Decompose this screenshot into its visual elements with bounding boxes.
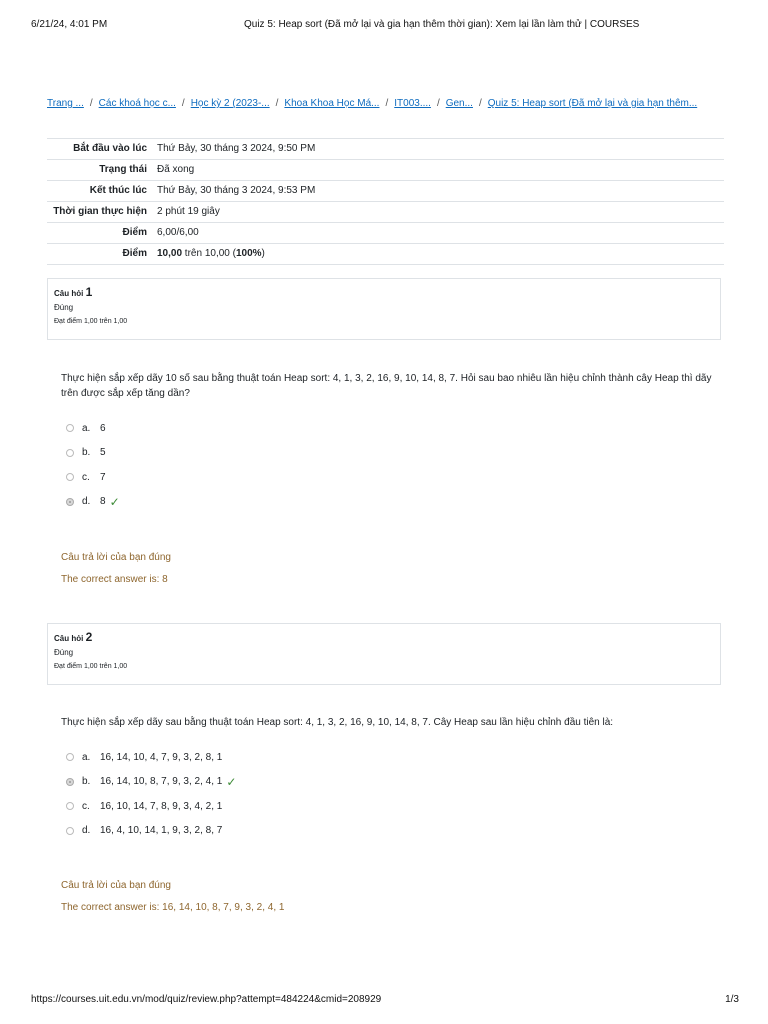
breadcrumb-link-semester[interactable]: Học kỳ 2 (2023-... (190, 98, 270, 109)
answer-text: 8 (100, 496, 106, 508)
answer-letter: b. (82, 776, 91, 788)
answer-text: 16, 14, 10, 4, 7, 9, 3, 2, 8, 1 (100, 751, 223, 763)
answer-option[interactable] (66, 441, 120, 466)
answer-option[interactable] (66, 819, 236, 844)
attempt-summary-table (47, 138, 724, 265)
answer-letter: d. (82, 825, 91, 837)
summary-row-started (47, 139, 724, 160)
breadcrumb-link-courses[interactable]: Các khoá học c... (98, 98, 176, 109)
answer-letter: b. (82, 447, 91, 459)
answer-letter: c. (82, 800, 90, 812)
summary-value: Đã xong (157, 164, 195, 175)
answer-option-selected[interactable] (66, 490, 120, 515)
correct-answer-text: The correct answer is: 8 (61, 574, 168, 585)
summary-row-state (47, 160, 724, 181)
summary-row-time (47, 202, 724, 223)
answer-option[interactable] (66, 465, 120, 490)
summary-label: Trạng thái (99, 164, 147, 175)
question-text-1: Thực hiện sắp xếp dãy 10 số sau bằng thuật toán Heap sort: 4, 1, 3, 2, 16, 9, 10, 14, 8, 7. Hỏi sau bao nhiêu lần hiệu chỉnh thành cây Heap thì dãy trên được sắp xếp tăng dần? (61, 373, 712, 399)
breadcrumb-separator: / (89, 98, 93, 109)
summary-label: Điểm (122, 227, 147, 238)
answer-letter: d. (82, 496, 91, 508)
breadcrumb-separator: / (181, 98, 185, 109)
question-number-value: 1 (85, 285, 93, 299)
grade-text: trên 10,00 ( (182, 248, 236, 259)
checkmark-icon: ✓ (109, 494, 120, 509)
question-info-2 (47, 623, 721, 685)
breadcrumb-link-faculty[interactable]: Khoa Khoa Học Má... (284, 98, 380, 109)
answer-option-selected[interactable] (66, 770, 236, 795)
radio-button[interactable] (66, 449, 74, 457)
breadcrumb (47, 98, 727, 109)
radio-button[interactable] (66, 753, 74, 761)
radio-button-checked[interactable] (66, 498, 74, 506)
summary-value: 6,00/6,00 (157, 227, 199, 238)
answer-text: 16, 4, 10, 14, 1, 9, 3, 2, 8, 7 (100, 825, 223, 837)
summary-row-completed (47, 181, 724, 202)
breadcrumb-link-quiz[interactable]: Quiz 5: Heap sort (Đã mở lại và gia hạn thêm... (487, 98, 698, 109)
radio-button-checked[interactable] (66, 778, 74, 786)
summary-value: Thứ Bảy, 30 tháng 3 2024, 9:53 PM (157, 185, 316, 196)
breadcrumb-separator: / (478, 98, 482, 109)
print-url: https://courses.uit.edu.vn/mod/quiz/review.php?attempt=484224&cmid=208929 (31, 994, 382, 1005)
radio-button[interactable] (66, 473, 74, 481)
question-grade: Đạt điểm 1,00 trên 1,00 (54, 663, 128, 670)
grade-percent: 100% (235, 248, 262, 259)
answer-letter: a. (82, 751, 91, 763)
summary-row-grade (47, 244, 724, 265)
radio-button[interactable] (66, 827, 74, 835)
grade-score: 10,00 (157, 248, 183, 259)
answer-text: 7 (100, 471, 106, 483)
radio-button[interactable] (66, 424, 74, 432)
correct-answer-text: The correct answer is: 16, 14, 10, 8, 7, 9, 3, 2, 4, 1 (61, 902, 285, 913)
breadcrumb-separator: / (275, 98, 279, 109)
answer-text: 5 (100, 447, 106, 459)
print-page-number: 1/3 (725, 994, 739, 1005)
feedback-2 (61, 879, 284, 915)
summary-label: Bắt đầu vào lúc (73, 143, 147, 154)
question-state: Đúng (54, 648, 74, 657)
summary-value: 2 phút 19 giây (157, 206, 220, 217)
print-footer (0, 994, 768, 1008)
summary-label: Kết thúc lúc (89, 185, 147, 196)
question-number-value: 2 (85, 630, 93, 644)
feedback-text: Câu trả lời của bạn đúng (61, 552, 171, 563)
answer-option[interactable] (66, 794, 236, 819)
answer-option[interactable] (66, 416, 120, 441)
answer-option[interactable] (66, 745, 236, 770)
summary-row-marks (47, 223, 724, 244)
summary-label: Thời gian thực hiện (53, 206, 147, 217)
question-label: Câu hỏi (54, 289, 84, 298)
checkmark-icon: ✓ (226, 774, 237, 789)
feedback-text: Câu trả lời của bạn đúng (61, 880, 171, 891)
answer-text: 16, 14, 10, 8, 7, 9, 3, 2, 4, 1 (100, 776, 223, 788)
radio-button[interactable] (66, 802, 74, 810)
print-date: 6/21/24, 4:01 PM (31, 19, 108, 30)
question-grade: Đạt điểm 1,00 trên 1,00 (54, 318, 128, 325)
breadcrumb-link-general[interactable]: Gen... (445, 98, 473, 109)
breadcrumb-separator: / (385, 98, 389, 109)
question-state: Đúng (54, 303, 74, 312)
question-info-1 (47, 278, 721, 340)
question-text-2: Thực hiện sắp xếp dãy sau bằng thuật toán Heap sort: 4, 1, 3, 2, 16, 9, 10, 14, 8, 7. Cây Heap sau lần hiệu chỉnh đầu tiên là: (61, 717, 614, 728)
summary-value (151, 244, 724, 265)
breadcrumb-separator: / (436, 98, 440, 109)
grade-text-end: ) (261, 248, 265, 259)
print-header (0, 19, 768, 33)
answer-list-2 (66, 745, 236, 843)
breadcrumb-link-home[interactable]: Trang ... (47, 98, 84, 109)
answer-letter: a. (82, 422, 91, 434)
answer-text: 6 (100, 422, 106, 434)
breadcrumb-link-course[interactable]: IT003.... (394, 98, 431, 109)
question-number (54, 285, 714, 299)
question-number (54, 630, 714, 644)
question-label: Câu hỏi (54, 634, 84, 643)
summary-value: Thứ Bảy, 30 tháng 3 2024, 9:50 PM (157, 143, 316, 154)
answer-text: 16, 10, 14, 7, 8, 9, 3, 4, 2, 1 (100, 800, 223, 812)
print-title: Quiz 5: Heap sort (Đã mở lại và gia hạn thêm thời gian): Xem lại lần làm thử | COURSES (244, 19, 640, 30)
summary-label: Điểm (122, 248, 147, 259)
feedback-1 (61, 551, 171, 587)
answer-letter: c. (82, 471, 90, 483)
answer-list-1 (66, 416, 120, 514)
